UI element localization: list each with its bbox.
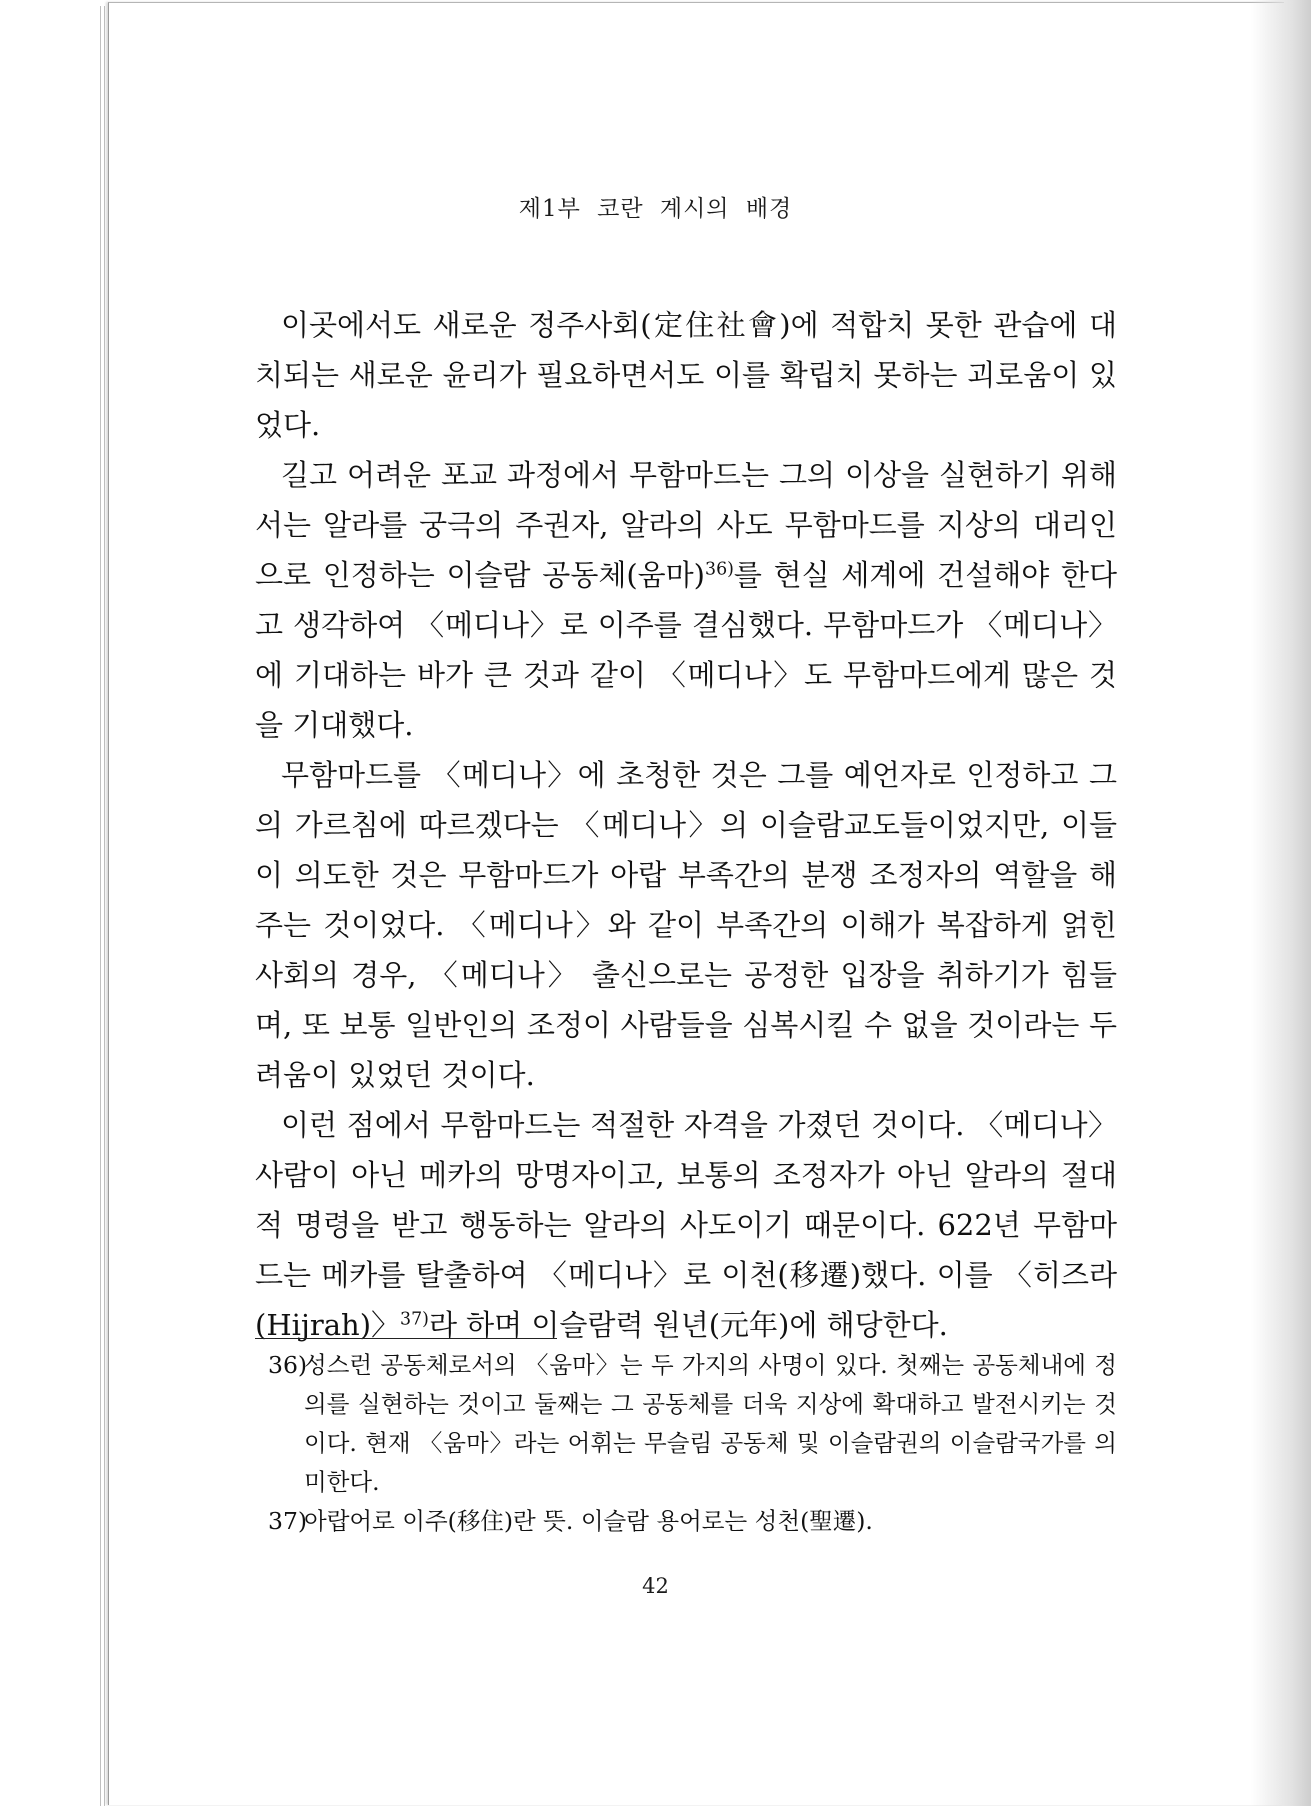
footnote [268, 1502, 1117, 1541]
footnote-divider [255, 1338, 557, 1339]
running-head: 제1부 코란 계시의 배경 [518, 196, 793, 222]
paragraph: 이곳에서도 새로운 정주사회(定住社會)에 적합치 못한 관습에 대치되는 새로운 윤리가 필요하면서도 이를 확립치 못하는 괴로움이 있었다. [255, 308, 1117, 442]
page-gutter-shadow [1251, 0, 1311, 1806]
paragraph-text: 길고 어려운 포교 과정에서 무함마드는 그의 이상을 실현하기 위해서는 알라를 궁극의 주권자, 알라의 사도 무함마드를 지상의 대리인으로 인정하는 이슬람 공동체(움마) [255, 458, 1117, 592]
footnote-ref: 37) [400, 1309, 429, 1330]
page-edge [104, 6, 105, 1806]
footnote-number: 37) [268, 1507, 308, 1535]
footnote-text: 아랍어로 이주(移住)란 뜻. 이슬람 용어로는 성천(聖遷). [304, 1507, 873, 1535]
footnote-number: 36) [268, 1351, 308, 1379]
footnote-text: 성스런 공동체로서의 〈움마〉는 두 가지의 사명이 있다. 첫째는 공동체내에 정의를 실현하는 것이고 둘째는 그 공동체를 더욱 지상에 확대하고 발전시키는 것이다. 현재 〈움마〉라는 어휘는 무슬림 공동체 및 이슬람권의 이슬람국가를 의미한다. [304, 1351, 1117, 1496]
page-number: 42 [642, 1574, 669, 1598]
paragraph [255, 1100, 1117, 1350]
body-text [255, 300, 1117, 1350]
paragraph-text: 이런 점에서 무함마드는 적절한 자격을 가졌던 것이다. 〈메디나〉 사람이 아닌 메카의 망명자이고, 보통의 조정자가 아닌 알라의 절대적 명령을 받고 행동하는 알라의 사도이기 때문이다. 622년 무함마드는 메카를 탈출하여 〈메디나〉로 이천(移遷)했다. 이를 〈히즈라(Hijrah)〉 [255, 1108, 1117, 1342]
footnote [268, 1346, 1117, 1502]
paragraph: 무함마드를 〈메디나〉에 초청한 것은 그를 예언자로 인정하고 그의 가르침에 따르겠다는 〈메디나〉의 이슬람교도들이었지만, 이들이 의도한 것은 무함마드가 아랍 부족간의 분쟁 조정자의 역할을 해주는 것이었다. 〈메디나〉와 같이 부족간의 이해가 복잡하게 얽힌 사회의 경우, 〈메디나〉 출신으로는 공정한 입장을 취하기가 힘들며, 또 보통 일반인의 조정이 사람들을 심복시킬 수 없을 것이라는 두려움이 있었던 것이다. [255, 758, 1117, 1092]
paragraph [255, 450, 1117, 750]
footnote-ref: 36) [705, 559, 734, 580]
page-edge [100, 6, 101, 1806]
paragraph-text: 를 현실 세계에 건설해야 한다고 생각하여 〈메디나〉로 이주를 결심했다. 무함마드가 〈메디나〉에 기대하는 바가 큰 것과 같이 〈메디나〉도 무함마드에게 많은 것을 기대했다. [255, 558, 1117, 742]
footnotes [268, 1346, 1117, 1541]
paragraph-text: 라 하며 이슬람력 원년(元年)에 해당한다. [428, 1308, 948, 1342]
